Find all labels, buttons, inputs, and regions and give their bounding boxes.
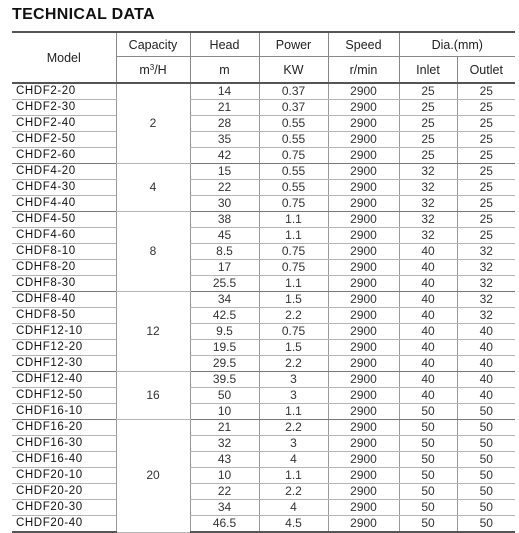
cell-head: 9.5 (190, 324, 259, 340)
cell-outlet: 25 (457, 116, 515, 132)
cell-head: 22 (190, 180, 259, 196)
table-row (12, 468, 515, 484)
technical-data-table (12, 31, 515, 533)
cell-outlet: 32 (457, 292, 515, 308)
cell-outlet: 40 (457, 356, 515, 372)
cell-outlet: 32 (457, 244, 515, 260)
cell-inlet: 32 (399, 164, 457, 180)
cell-power: 1.1 (259, 468, 328, 484)
cell-head: 14 (190, 83, 259, 100)
cell-outlet: 25 (457, 83, 515, 100)
cell-power: 1.1 (259, 404, 328, 420)
cell-outlet: 25 (457, 180, 515, 196)
cell-speed: 2900 (328, 260, 399, 276)
cell-model: CHDF2-50 (12, 132, 116, 148)
cell-inlet: 25 (399, 148, 457, 164)
cell-inlet: 32 (399, 180, 457, 196)
cell-head: 30 (190, 196, 259, 212)
table-row (12, 340, 515, 356)
cell-speed: 2900 (328, 340, 399, 356)
cell-head: 38 (190, 212, 259, 228)
cell-model: CHDF2-60 (12, 148, 116, 164)
table-row (12, 83, 515, 100)
cell-power: 1.1 (259, 212, 328, 228)
table-row (12, 484, 515, 500)
cell-speed: 2900 (328, 212, 399, 228)
cell-model: CHDF8-50 (12, 308, 116, 324)
cell-inlet: 40 (399, 292, 457, 308)
cell-inlet: 32 (399, 228, 457, 244)
table-row (12, 244, 515, 260)
cell-model: CHDF20-20 (12, 484, 116, 500)
unit-speed: r/min (328, 57, 399, 84)
cell-capacity: 16 (116, 372, 190, 420)
cell-inlet: 25 (399, 116, 457, 132)
cell-inlet: 50 (399, 452, 457, 468)
cell-outlet: 40 (457, 340, 515, 356)
cell-outlet: 25 (457, 228, 515, 244)
cell-model: CHDF20-40 (12, 516, 116, 533)
cell-outlet: 50 (457, 500, 515, 516)
cell-speed: 2900 (328, 244, 399, 260)
cell-speed: 2900 (328, 276, 399, 292)
cell-power: 3 (259, 372, 328, 388)
cell-model: CHDF16-10 (12, 404, 116, 420)
cell-power: 0.75 (259, 324, 328, 340)
unit-capacity-sup: 3 (149, 62, 155, 72)
cell-power: 0.75 (259, 196, 328, 212)
cell-head: 21 (190, 100, 259, 116)
cell-head: 10 (190, 468, 259, 484)
header-power: Power (259, 32, 328, 57)
cell-outlet: 25 (457, 196, 515, 212)
cell-head: 39.5 (190, 372, 259, 388)
cell-model: CHDF20-30 (12, 500, 116, 516)
cell-speed: 2900 (328, 148, 399, 164)
cell-inlet: 32 (399, 196, 457, 212)
cell-outlet: 32 (457, 260, 515, 276)
cell-inlet: 50 (399, 484, 457, 500)
cell-model: CDHF12-50 (12, 388, 116, 404)
cell-speed: 2900 (328, 404, 399, 420)
cell-power: 1.1 (259, 276, 328, 292)
cell-speed: 2900 (328, 83, 399, 100)
cell-inlet: 40 (399, 308, 457, 324)
cell-model: CHDF2-30 (12, 100, 116, 116)
cell-power: 0.55 (259, 180, 328, 196)
cell-model: CHDF4-30 (12, 180, 116, 196)
cell-power: 3 (259, 436, 328, 452)
table-row (12, 116, 515, 132)
cell-model: CHDF8-10 (12, 244, 116, 260)
cell-inlet: 25 (399, 100, 457, 116)
cell-model: CDHF12-10 (12, 324, 116, 340)
cell-outlet: 50 (457, 516, 515, 533)
cell-model: CHDF4-40 (12, 196, 116, 212)
cell-speed: 2900 (328, 228, 399, 244)
cell-model: CDHF12-40 (12, 372, 116, 388)
table-row (12, 212, 515, 228)
cell-model: CHDF4-20 (12, 164, 116, 180)
cell-model: CHDF2-20 (12, 83, 116, 100)
cell-head: 21 (190, 420, 259, 436)
cell-speed: 2900 (328, 372, 399, 388)
table-row (12, 356, 515, 372)
cell-model: CHDF4-60 (12, 228, 116, 244)
cell-speed: 2900 (328, 164, 399, 180)
cell-head: 25.5 (190, 276, 259, 292)
header-speed: Speed (328, 32, 399, 57)
cell-speed: 2900 (328, 100, 399, 116)
cell-capacity: 2 (116, 83, 190, 164)
cell-power: 0.37 (259, 83, 328, 100)
cell-model: CHDF16-40 (12, 452, 116, 468)
table-row (12, 292, 515, 308)
cell-head: 43 (190, 452, 259, 468)
cell-head: 34 (190, 500, 259, 516)
cell-speed: 2900 (328, 452, 399, 468)
table-row (12, 452, 515, 468)
cell-outlet: 25 (457, 100, 515, 116)
cell-capacity: 12 (116, 292, 190, 372)
cell-inlet: 40 (399, 260, 457, 276)
table-row (12, 324, 515, 340)
cell-power: 0.75 (259, 260, 328, 276)
table-row (12, 388, 515, 404)
cell-inlet: 40 (399, 276, 457, 292)
cell-outlet: 50 (457, 452, 515, 468)
cell-speed: 2900 (328, 356, 399, 372)
cell-head: 46.5 (190, 516, 259, 533)
cell-outlet: 50 (457, 468, 515, 484)
cell-outlet: 50 (457, 404, 515, 420)
table-row (12, 372, 515, 388)
table-row (12, 100, 515, 116)
cell-power: 1.5 (259, 292, 328, 308)
cell-head: 15 (190, 164, 259, 180)
cell-capacity: 8 (116, 212, 190, 292)
unit-capacity (116, 57, 190, 84)
cell-inlet: 32 (399, 212, 457, 228)
header-capacity: Capacity (116, 32, 190, 57)
table-row (12, 516, 515, 533)
cell-power: 2.2 (259, 484, 328, 500)
page-title: TECHNICAL DATA (12, 6, 155, 23)
table-row (12, 308, 515, 324)
cell-inlet: 40 (399, 388, 457, 404)
cell-head: 42 (190, 148, 259, 164)
header-row (12, 32, 515, 57)
cell-model: CHDF16-30 (12, 436, 116, 452)
unit-power: KW (259, 57, 328, 84)
cell-power: 0.75 (259, 244, 328, 260)
table-row (12, 276, 515, 292)
cell-inlet: 25 (399, 132, 457, 148)
cell-outlet: 32 (457, 276, 515, 292)
cell-speed: 2900 (328, 436, 399, 452)
cell-inlet: 50 (399, 436, 457, 452)
cell-head: 32 (190, 436, 259, 452)
table-row (12, 436, 515, 452)
cell-model: CDHF8-20 (12, 260, 116, 276)
cell-model: CHDF2-40 (12, 116, 116, 132)
table-row (12, 132, 515, 148)
cell-model: CHDF16-20 (12, 420, 116, 436)
cell-head: 8.5 (190, 244, 259, 260)
cell-head: 17 (190, 260, 259, 276)
cell-head: 35 (190, 132, 259, 148)
table-row (12, 180, 515, 196)
table-row (12, 260, 515, 276)
cell-outlet: 25 (457, 148, 515, 164)
cell-head: 34 (190, 292, 259, 308)
cell-power: 0.55 (259, 116, 328, 132)
cell-power: 0.55 (259, 164, 328, 180)
header-model: Model (12, 32, 116, 83)
cell-power: 0.37 (259, 100, 328, 116)
table-row (12, 164, 515, 180)
table-row (12, 404, 515, 420)
cell-inlet: 50 (399, 420, 457, 436)
unit-capacity-rest: /H (154, 62, 167, 77)
table-row (12, 420, 515, 436)
cell-speed: 2900 (328, 308, 399, 324)
cell-inlet: 50 (399, 468, 457, 484)
cell-model: CHDF20-10 (12, 468, 116, 484)
cell-speed: 2900 (328, 516, 399, 533)
cell-capacity: 20 (116, 420, 190, 533)
cell-speed: 2900 (328, 132, 399, 148)
cell-power: 0.55 (259, 132, 328, 148)
cell-model: CDHF12-20 (12, 340, 116, 356)
cell-outlet: 25 (457, 212, 515, 228)
unit-head: m (190, 57, 259, 84)
cell-head: 29.5 (190, 356, 259, 372)
cell-power: 3 (259, 388, 328, 404)
cell-head: 42.5 (190, 308, 259, 324)
cell-power: 1.1 (259, 228, 328, 244)
header-head: Head (190, 32, 259, 57)
table-body (12, 83, 515, 532)
cell-speed: 2900 (328, 292, 399, 308)
cell-inlet: 25 (399, 83, 457, 100)
cell-power: 1.5 (259, 340, 328, 356)
cell-speed: 2900 (328, 468, 399, 484)
cell-model: CDHF8-40 (12, 292, 116, 308)
cell-outlet: 50 (457, 484, 515, 500)
cell-outlet: 50 (457, 420, 515, 436)
cell-speed: 2900 (328, 116, 399, 132)
cell-inlet: 50 (399, 404, 457, 420)
table-header (12, 32, 515, 83)
cell-head: 28 (190, 116, 259, 132)
cell-outlet: 25 (457, 132, 515, 148)
cell-inlet: 40 (399, 372, 457, 388)
cell-head: 50 (190, 388, 259, 404)
header-dia: Dia.(mm) (399, 32, 515, 57)
cell-outlet: 40 (457, 388, 515, 404)
cell-model: CDHF12-30 (12, 356, 116, 372)
cell-speed: 2900 (328, 484, 399, 500)
cell-inlet: 50 (399, 500, 457, 516)
cell-power: 4 (259, 500, 328, 516)
cell-head: 45 (190, 228, 259, 244)
cell-power: 2.2 (259, 308, 328, 324)
cell-model: CHDF4-50 (12, 212, 116, 228)
cell-head: 22 (190, 484, 259, 500)
cell-power: 0.75 (259, 148, 328, 164)
cell-outlet: 40 (457, 324, 515, 340)
cell-power: 2.2 (259, 420, 328, 436)
cell-inlet: 40 (399, 356, 457, 372)
table-row (12, 196, 515, 212)
cell-speed: 2900 (328, 180, 399, 196)
cell-outlet: 25 (457, 164, 515, 180)
cell-speed: 2900 (328, 420, 399, 436)
table-row (12, 228, 515, 244)
cell-speed: 2900 (328, 324, 399, 340)
cell-capacity: 4 (116, 164, 190, 212)
cell-speed: 2900 (328, 388, 399, 404)
cell-inlet: 40 (399, 340, 457, 356)
cell-speed: 2900 (328, 500, 399, 516)
table-row (12, 148, 515, 164)
cell-speed: 2900 (328, 196, 399, 212)
cell-inlet: 40 (399, 324, 457, 340)
cell-power: 4.5 (259, 516, 328, 533)
cell-head: 10 (190, 404, 259, 420)
cell-power: 4 (259, 452, 328, 468)
cell-outlet: 40 (457, 372, 515, 388)
cell-head: 19.5 (190, 340, 259, 356)
table-row (12, 500, 515, 516)
cell-power: 2.2 (259, 356, 328, 372)
header-outlet: Outlet (457, 57, 515, 84)
cell-model: CDHF8-30 (12, 276, 116, 292)
cell-outlet: 50 (457, 436, 515, 452)
header-inlet: Inlet (399, 57, 457, 84)
cell-outlet: 32 (457, 308, 515, 324)
cell-inlet: 50 (399, 516, 457, 533)
cell-inlet: 40 (399, 244, 457, 260)
unit-capacity-base: m (139, 62, 150, 77)
